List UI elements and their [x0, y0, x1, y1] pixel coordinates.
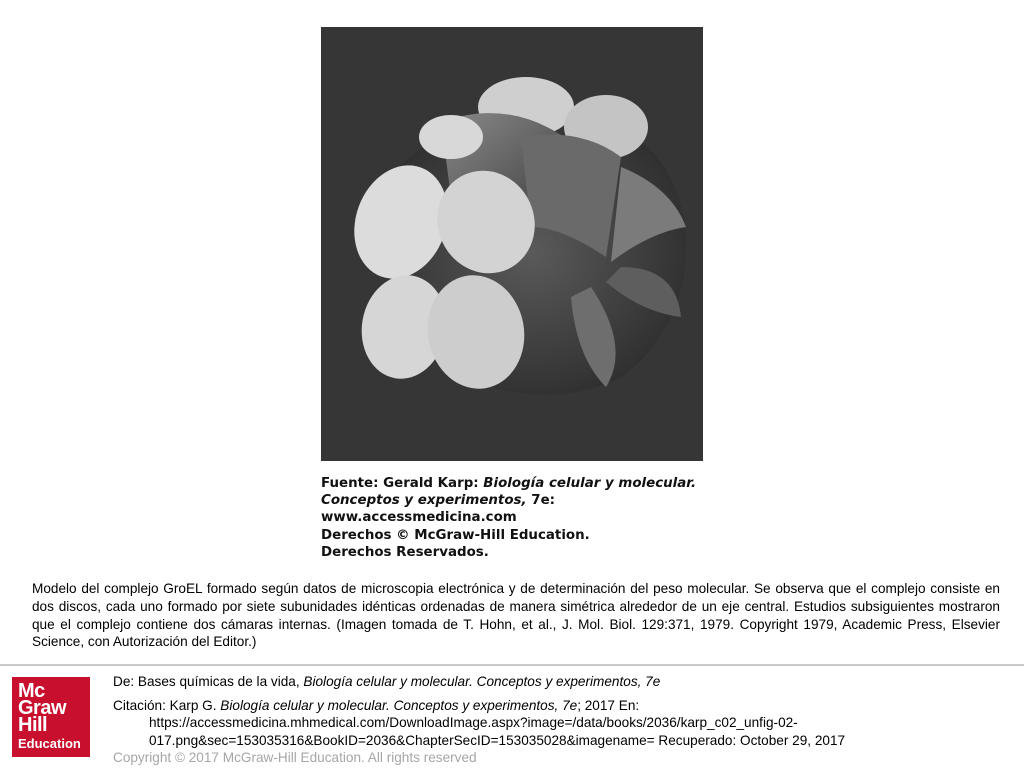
figure-caption: Modelo del complejo GroEL formado según datos de microscopia electrónica y de determinación del peso molecular. Se observa que el complejo consiste en dos discos, cada uno formado por siete subunidades idénticas ordenadas de manera simétrica alrededor de un eje central. Estudios subsiguientes mostraron que el complejo contiene dos cámaras internas. (Imagen tomada de T. Hohn, et al., J. Mol. Biol. 129:371, 1979. Copyright 1979, Academic Press, Elsevier Science, con Autorización del Editor.) [32, 581, 1000, 650]
source-line-1: Fuente: Gerald Karp: Biología celular y molecular. [321, 476, 697, 491]
source-book-line: De: Bases químicas de la vida, Biología celular y molecular. Conceptos y experimentos, 7e [113, 674, 661, 689]
groel-model-illustration [321, 27, 703, 461]
footer-divider [0, 664, 1024, 666]
source-line-2: Conceptos y experimentos, 7e: [321, 493, 556, 509]
citation-url-line-1: https://accessmedicina.mhmedical.com/DownloadImage.aspx?image=/data/books/2036/karp_c02_unfig-02- [149, 715, 798, 730]
copyright-notice: Copyright © 2017 McGraw-Hill Education. All rights reserved [113, 750, 477, 765]
citation-url-line-2: 017.png&sec=153035316&BookID=2036&ChapterSecID=153035028&imagename= Recuperado: October 29, 2017 [149, 732, 846, 748]
groel-model-image [321, 27, 703, 461]
source-line-4: Derechos © McGraw-Hill Education. [321, 527, 590, 543]
source-line-5: Derechos Reservados. [321, 544, 489, 560]
mcgraw-hill-education-logo: Mc Graw Hill Education [12, 677, 90, 757]
source-line-3: www.accessmedicina.com [321, 510, 517, 526]
image-source-credit [321, 461, 703, 564]
citation-footer [113, 673, 993, 767]
citation-line: Citación: Karp G. Biología celular y molecular. Conceptos y experimentos, 7e; 2017 En: [113, 697, 640, 713]
